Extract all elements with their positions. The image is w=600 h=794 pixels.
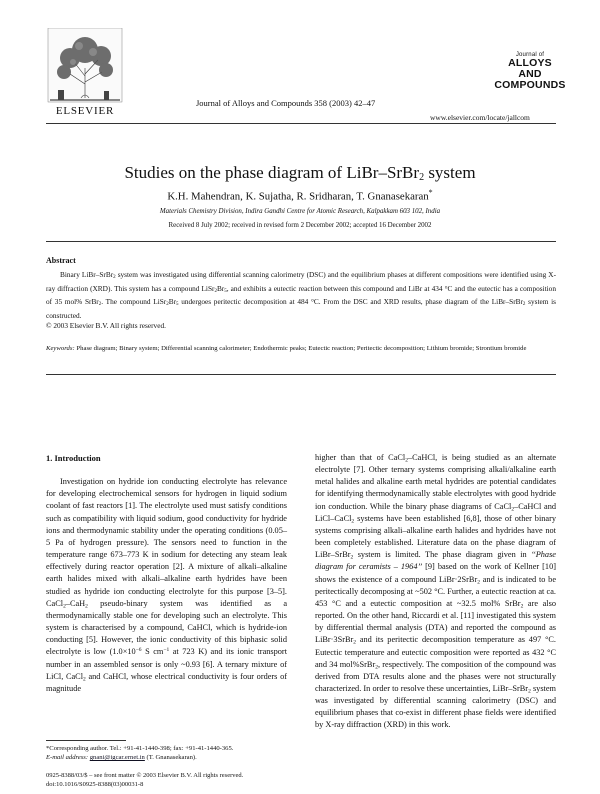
- intro-paragraph-left: Investigation on hydride ion conducting electrolyte has relevance for developing electrochemical sensors for hydrogen in liquid sodium coolant of fast reactors [1]. The electrolyte used must satisfy conditions such as compatibility with liquid sodium, good conductivity for hydride ions and thermodynamic stability under the operating conditions (0.05–5 Pa of hydrogen pressure). The sensors need to function in the temperature range 673–773 K in sodium for detecting any steam leak effectively during reactor operation [2]. A mixture of alkali–alkaline earth halides mixed with alkali–alkaline earth hydrides have been studied as hydride ion conducting electrolyte for this purpose [3–5]. CaCl$_2$–CaH$_2$ pseudo-binary system was identified as a thermodynamically stable one for developing such an electrolyte. This system is characterised by a compound, CaHCl, which is hydride-ion conducting [5]. However, the ionic conductivity of this biphasic solid electrolyte is low ($1.0\times 10^{-6}$ S $cm^{-1}$ at 723 K) and its ionic transport number in an assembled sensor is only ~0.93 [6]. A ternary mixture of LiCl, CaCl$_2$ and CaHCl, whose electrical conductivity is four orders of magnitude: [46, 477, 287, 693]
- keywords: [46, 344, 556, 354]
- corresponding-footnote: [46, 744, 287, 762]
- article-title: [0, 163, 600, 183]
- title-tail: system: [424, 163, 476, 182]
- title-divider: [46, 241, 556, 242]
- email-line: [46, 753, 287, 762]
- left-column: [46, 452, 287, 695]
- doi-line[interactable]: doi:10.1016/S0925-8388(03)00031-8: [46, 781, 144, 788]
- elsevier-logo: [46, 28, 124, 118]
- keywords-label: Keywords:: [46, 345, 75, 352]
- title-main: Studies on the phase diagram of LiBr–SrBr: [124, 163, 420, 182]
- email-owner: (T. Gnanasekaran).: [146, 754, 197, 762]
- corresponding-author-mark[interactable]: *: [428, 188, 433, 197]
- email-label: E-mail address:: [46, 754, 89, 762]
- section-heading: 1. Introduction: [46, 453, 101, 463]
- journal-url-link[interactable]: www.elsevier.com/locate/jallcom: [430, 113, 530, 122]
- affiliation: Materials Chemistry Division, Indira Gandhi Centre for Atomic Research, Kalpakkam 603 102, India: [159, 208, 441, 215]
- publisher-name: ELSEVIER: [55, 105, 115, 117]
- author-list: [0, 188, 600, 203]
- journal-logo-small: Journal of: [515, 52, 545, 58]
- issn-line: 0925-8388/03/$ – see front matter © 2003 Elsevier B.V. All rights reserved.: [46, 772, 244, 779]
- abstract-divider: [46, 374, 556, 375]
- title-subscript: 2: [419, 172, 425, 183]
- elsevier-tree-icon: [46, 28, 124, 118]
- header-divider: [46, 123, 556, 124]
- received-dates: Received 8 July 2002; received in revised form 2 December 2002; accepted 16 December 2002: [168, 222, 432, 229]
- journal-citation: Journal of Alloys and Compounds 358 (2003) 42–47: [196, 98, 376, 108]
- journal-logo: [488, 52, 572, 104]
- keywords-list: Phase diagram; Binary system; Differential scanning calorimeter; Endothermic peaks; Eutectic reaction; Peritectic decomposition; Lithium bromide; Strontium bromide: [76, 345, 527, 352]
- intro-paragraph-right: higher than that of CaCl$_2$–CaHCl, is being studied as an alternate electrolyte [7]. Other ternary systems comprising alkali/alkaline earth metal halides and alkaline earth metal hydrides are potential candidates for identifying thermodynamically stable electrolytes with good hydride ion conduction. While the binary phase diagrams of CaCl$_2$–CaHCl and LiCl–CaCl$_2$ systems have been established [6,8], those of other binary systems comprising alkali–alkaline earth halides and hydrides have not been completely established. Literature data on the phase diagram of LiBr–SrBr$_2$ system is limited. The phase diagram given in ‘‘Phase diagram for ceramists – 1964’’ [9] based on the work of Kellner [10] shows the existence of a compound LiBr·2SrBr$_2$ and is indicated to be peritectically decomposing at ~502 °C. Further, a eutectic reaction at ca. 453 °C and a eutectic composition at ~32.5 mol% SrBr$_2$ are also reported. On the other hand, Riccardi et al. [11] investigated this system by differential thermal analysis (DTA) and reported the compound as LiBr·3SrBr$_2$ and its peritectic decomposition temperature as 497 °C. Eutectic temperature and eutectic composition were reported as 432 °C and 34 mol%SrBr$_2$, respectively. The composition of the compound was derived from DTA results alone and the phases were not structurally characterized. In order to resolve these uncertainties, LiBr–SrBr$_2$ system was investigated by differential scanning calorimetry (DSC) and equilibrium phases that co-exist in different phase fields were identified by X-ray diffraction (XRD) in this work.: [315, 453, 557, 730]
- journal-logo-line2: AND COMPOUNDS: [494, 68, 566, 91]
- corresponding-author-text: *Corresponding author. Tel.: +91-41-1440-398; fax: +91-41-1440-365.: [46, 745, 234, 752]
- email-link[interactable]: gnani@igcar.ernet.in: [89, 754, 145, 762]
- footnote-rule: [46, 740, 126, 741]
- abstract-heading: Abstract: [46, 256, 76, 265]
- abstract-body: Binary LiBr–SrBr$_2$ system was investigated using differential scanning calorimetry (DSC) and the equilibrium phases at different compositions were identified using X-ray diffraction (XRD). This system has a compound $LiSr_2Br_5$, and exhibits a eutectic reaction between this compound and LiBr at 434 °C and the eutectic has a composition of 35 mol% SrBr$_2$. The compound $LiSr_2Br_5$ undergoes peritectic decomposition at 484 °C. From the DSC and XRD results, phase diagram of the LiBr–SrBr$_2$ system is constructed. © 2003 Elsevier B.V. All rights reserved.: [46, 270, 556, 331]
- journal-logo-line1: ALLOYS: [508, 57, 552, 69]
- authors-text: K.H. Mahendran, K. Sujatha, R. Sridharan, T. Gnanasekaran: [167, 190, 429, 203]
